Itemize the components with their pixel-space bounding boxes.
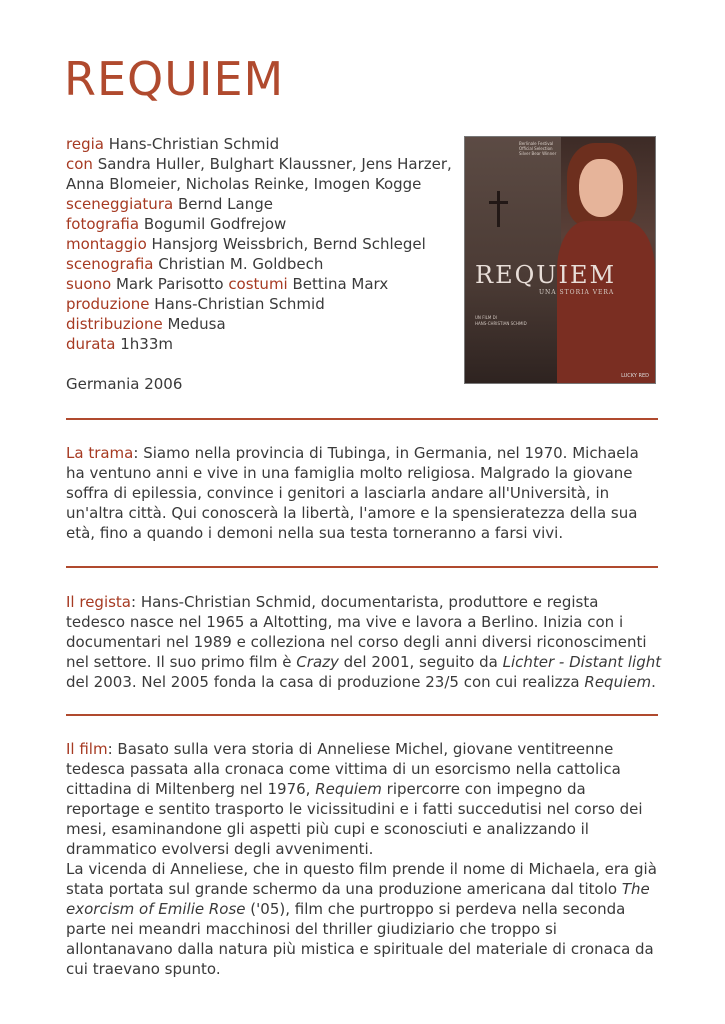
credit-label: regia bbox=[66, 135, 104, 153]
film-title: Lichter - Distant light bbox=[502, 653, 662, 671]
poster-credit-line: HANS-CHRISTIAN SCHMID bbox=[475, 321, 527, 326]
poster-title: REQUIEM bbox=[475, 261, 617, 289]
credit-label: durata bbox=[66, 335, 116, 353]
credit-value: Hans-Christian Schmid bbox=[149, 295, 325, 313]
film-title: The exorcism of Emilie Rose bbox=[66, 880, 650, 918]
cross-icon bbox=[497, 191, 500, 227]
credit-label: scenografia bbox=[66, 255, 154, 273]
poster-credit-line: UN FILM DI bbox=[475, 315, 497, 320]
credit-row bbox=[66, 334, 456, 354]
credit-row bbox=[66, 234, 456, 254]
poster-credits bbox=[475, 315, 527, 327]
section-divider bbox=[66, 566, 658, 568]
plot-section bbox=[66, 443, 662, 543]
credit-value: Bernd Lange bbox=[173, 195, 273, 213]
credit-label: suono bbox=[66, 275, 112, 293]
poster-wall bbox=[465, 137, 561, 383]
credit-label: con bbox=[66, 155, 93, 173]
credit-row bbox=[66, 214, 456, 234]
section-text: del 2003. Nel 2005 fonda la casa di produzione 23/5 con cui realizza bbox=[66, 673, 585, 691]
credit-value: Christian M. Goldbech bbox=[153, 255, 324, 273]
credit-value: 1h33m bbox=[115, 335, 173, 353]
poster-festival-text bbox=[519, 141, 556, 156]
film-section bbox=[66, 739, 662, 979]
credit-value: Sandra Huller, Bulghart Klaussner, Jens Harzer, bbox=[92, 155, 452, 173]
poster-festival-line: Berlinale Festival bbox=[519, 141, 554, 146]
film-title: Requiem bbox=[584, 673, 652, 691]
credit-row bbox=[66, 194, 456, 214]
film-title: Requiem bbox=[315, 780, 382, 798]
origin-year: Germania 2006 bbox=[66, 375, 183, 393]
poster-festival-line: Silver Bear Winner bbox=[519, 151, 557, 156]
credit-value: Bettina Marx bbox=[287, 275, 389, 293]
section-divider bbox=[66, 714, 658, 716]
credit-value: Hans-Christian Schmid bbox=[103, 135, 280, 153]
credit-value: Bogumil Godfrejow bbox=[139, 215, 287, 233]
section-text: : Basato sulla vera storia di Anneliese Michel, giovane ventitreenne tedesca passata alla cronaca come vittima di un esorcismo nella cattolica cittadina di Miltenberg nel 1976, bbox=[66, 740, 621, 798]
poster-festival-line: Official Selection bbox=[519, 146, 553, 151]
director-section bbox=[66, 592, 662, 692]
credit-label: sceneggiatura bbox=[66, 195, 174, 213]
poster-figure-body bbox=[557, 221, 655, 383]
credit-label: costumi bbox=[228, 275, 288, 293]
cross-icon-bar bbox=[489, 201, 508, 204]
credit-label: produzione bbox=[66, 295, 150, 313]
section-text: . bbox=[651, 673, 656, 691]
poster-subtitle: UNA STORIA VERA bbox=[539, 289, 615, 296]
credit-label: fotografia bbox=[66, 215, 140, 233]
credit-value: Mark Parisotto bbox=[111, 275, 229, 293]
credit-row bbox=[66, 154, 456, 174]
section-divider bbox=[66, 418, 658, 420]
section-label: La trama bbox=[66, 444, 134, 462]
credit-row bbox=[66, 314, 456, 334]
film-title: Crazy bbox=[296, 653, 339, 671]
credit-value: Hansjorg Weissbrich, Bernd Schlegel bbox=[146, 235, 426, 253]
section-text: : Hans-Christian Schmid, documentarista, produttore e regista tedesco nasce nel 1965 a Altotting, ma vive e lavora a Berlino. Inizia con i documentari nel 1989 e colleziona nel corso degli anni diversi riconoscimenti nel settore. Il suo primo film è bbox=[66, 593, 647, 671]
credit-row bbox=[66, 294, 456, 314]
credit-row bbox=[66, 254, 456, 274]
section-text: ripercorre con impegno da reportage e sentito trasporto le vicissitudini e i fatti succedutisi nel corso dei mesi, esaminandone gli aspetti più cupi e sconosciuti e analizzando il drammatico evolversi degli avvenimenti. bbox=[66, 780, 643, 858]
poster-figure-face bbox=[579, 159, 623, 217]
section-text: : Siamo nella provincia di Tubinga, in Germania, nel 1970. Michaela ha ventuno anni e vive in una famiglia molto religiosa. Malgrado la giovane soffra di epilessia, convince i genitori a lasciarla andare all'Università, in un'altra città. Qui conoscerà la libertà, l'amore e la spensieratezza della sua età, fino a quando i demoni nella sua testa torneranno a farsi vivi. bbox=[66, 444, 639, 542]
credit-row bbox=[66, 274, 456, 294]
page-title: REQUIEM bbox=[64, 52, 285, 106]
section-text: ('05), film che purtroppo si perdeva nella seconda parte nei meandri macchinosi del thriller giudiziario che troppo si allontanavano dalla natura più mistica e spirituale del materiale di cronaca da cui traevano spunto. bbox=[66, 900, 654, 978]
credits-block bbox=[66, 134, 456, 394]
credit-value: Medusa bbox=[162, 315, 226, 333]
credit-label: montaggio bbox=[66, 235, 147, 253]
distributor-logo: LUCKY RED bbox=[621, 373, 649, 379]
credit-label: distribuzione bbox=[66, 315, 163, 333]
section-label: Il film bbox=[66, 740, 108, 758]
section-text: La vicenda di Anneliese, che in questo film prende il nome di Michaela, era già stata portata sul grande schermo da una produzione americana dal titolo bbox=[66, 860, 657, 898]
section-label: Il regista bbox=[66, 593, 132, 611]
credit-value: Anna Blomeier, Nicholas Reinke, Imogen Kogge bbox=[66, 175, 422, 193]
credit-row bbox=[66, 134, 456, 154]
movie-poster bbox=[464, 136, 656, 384]
credit-row bbox=[66, 174, 456, 194]
section-text: del 2001, seguito da bbox=[338, 653, 503, 671]
